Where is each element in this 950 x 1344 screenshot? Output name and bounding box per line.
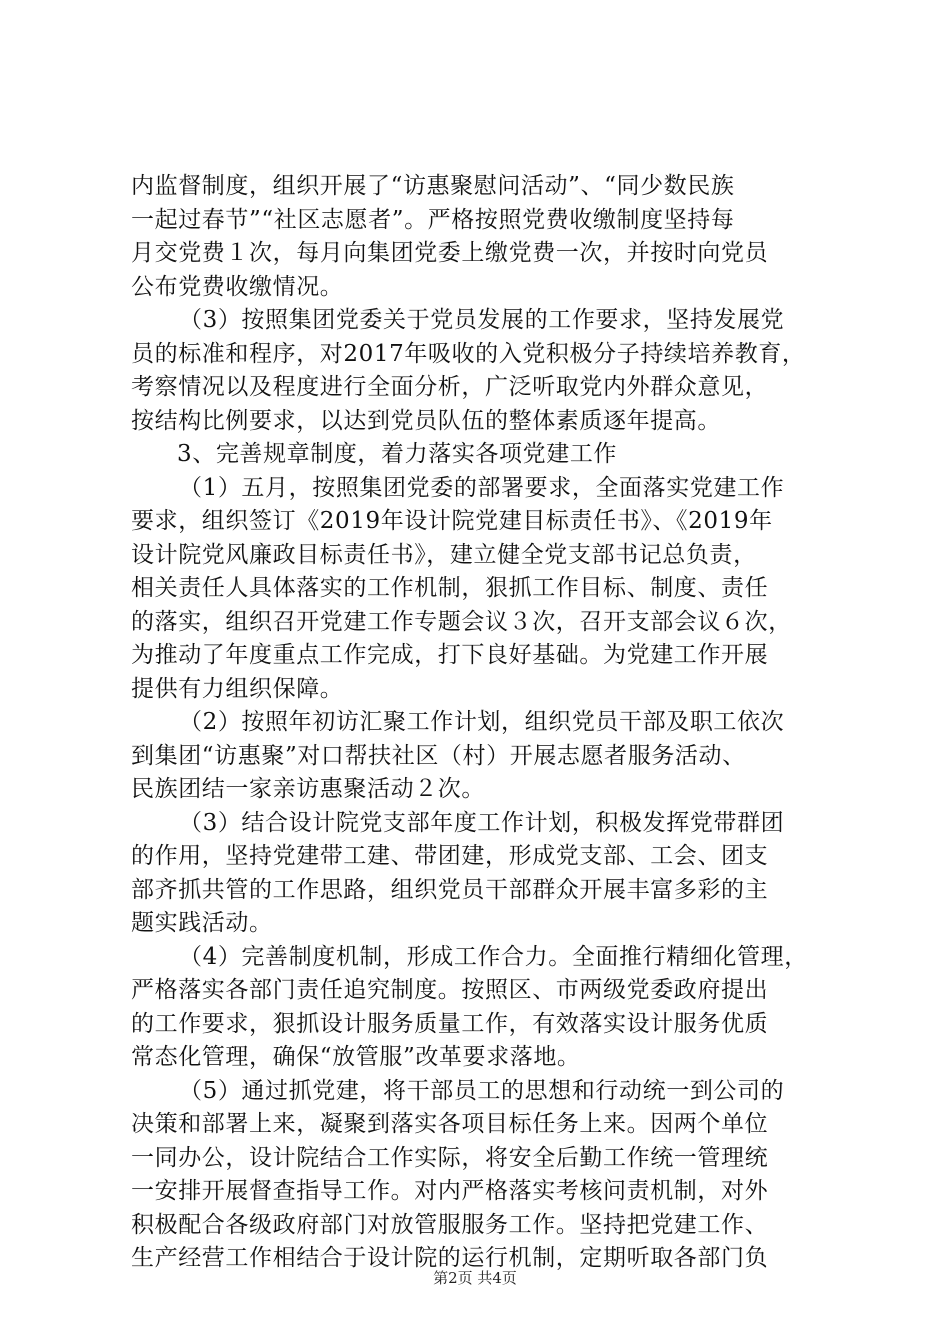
text-line: （3）结合设计院党支部年度工作计划，积极发挥党带群团	[179, 809, 785, 836]
text-line: 到集团“访惠聚”对口帮扶社区（村）开展志愿者服务活动、	[131, 742, 746, 769]
text-line: 一安排开展督查指导工作。对内严格落实考核问责机制，对外	[131, 1178, 769, 1204]
text-line: 按结构比例要求，以达到党员队伍的整体素质逐年提高。	[131, 407, 721, 434]
text-line: 生产经营工作相结合于设计院的运行机制，定期听取各部门负	[131, 1245, 769, 1271]
text-line: 员的标准和程序，对2017年吸收的入党积极分子持续培养教育，	[131, 340, 806, 367]
text-line: （2）按照年初访汇聚工作计划，组织党员干部及职工依次	[179, 709, 785, 735]
text-line: 的工作要求，狠抓设计服务质量工作，有效落实设计服务优质	[131, 1010, 769, 1037]
text-line: 要求，组织签订《2019年设计院党建目标责任书》、《2019年	[131, 508, 773, 534]
text-line: 设计院党风廉政目标责任书》，建立健全党支部书记总负责，	[131, 541, 757, 568]
text-line: 民族团结一家亲访惠聚活动２次。	[131, 776, 485, 802]
text-line: 为推动了年度重点工作完成，打下良好基础。为党建工作开展	[131, 642, 769, 668]
text-line: 常态化管理，确保“放管服”改革要求落地。	[131, 1044, 581, 1070]
text-line: （4）完善制度机制，形成工作合力。全面推行精细化管理，	[179, 943, 808, 970]
text-line: 相关责任人具体落实的工作机制，狠抓工作目标、制度、责任	[131, 575, 769, 601]
section-heading: 3、完善规章制度，着力落实各项党建工作	[177, 441, 618, 467]
text-line: 内监督制度，组织开展了“访惠聚慰问活动”、“同少数民族	[131, 173, 735, 199]
text-line: 月交党费１次，每月向集团党委上缴党费一次，并按时向党员	[131, 240, 769, 266]
text-line: （3）按照集团党委关于党员发展的工作要求，坚持发展党	[179, 307, 785, 333]
text-line: 积极配合各级政府部门对放管服服务工作。坚持把党建工作、	[131, 1211, 769, 1238]
text-line: 考察情况以及程度进行全面分析，广泛听取党内外群众意见，	[131, 374, 769, 400]
text-line: 提供有力组织保障。	[131, 675, 344, 702]
text-line: 严格落实各部门责任追究制度。按照区、市两级党委政府提出	[131, 977, 769, 1003]
page-footer: 第2页 共4页	[433, 1269, 517, 1287]
text-line: 题实践活动。	[131, 910, 273, 936]
text-line: 一同办公，设计院结合工作实际，将安全后勤工作统一管理统	[131, 1144, 769, 1171]
text-line: 的作用，坚持党建带工建、带团建，形成党支部、工会、团支	[131, 843, 769, 869]
text-line: 部齐抓共管的工作思路，组织党员干部群众开展丰富多彩的主	[131, 876, 769, 903]
text-line: 一起过春节”“社区志愿者”。严格按照党费收缴制度坚持每	[131, 206, 735, 233]
text-line: （1）五月，按照集团党委的部署要求，全面落实党建工作	[179, 474, 785, 501]
document-body	[131, 170, 831, 1276]
text-line: 决策和部署上来，凝聚到落实各项目标任务上来。因两个单位	[131, 1111, 769, 1137]
text-line: 公布党费收缴情况。	[131, 273, 344, 300]
text-line: 的落实，组织召开党建工作专题会议３次，召开支部会议６次，	[131, 608, 792, 635]
text-line: （5）通过抓党建，将干部员工的思想和行动统一到公司的	[179, 1077, 785, 1104]
